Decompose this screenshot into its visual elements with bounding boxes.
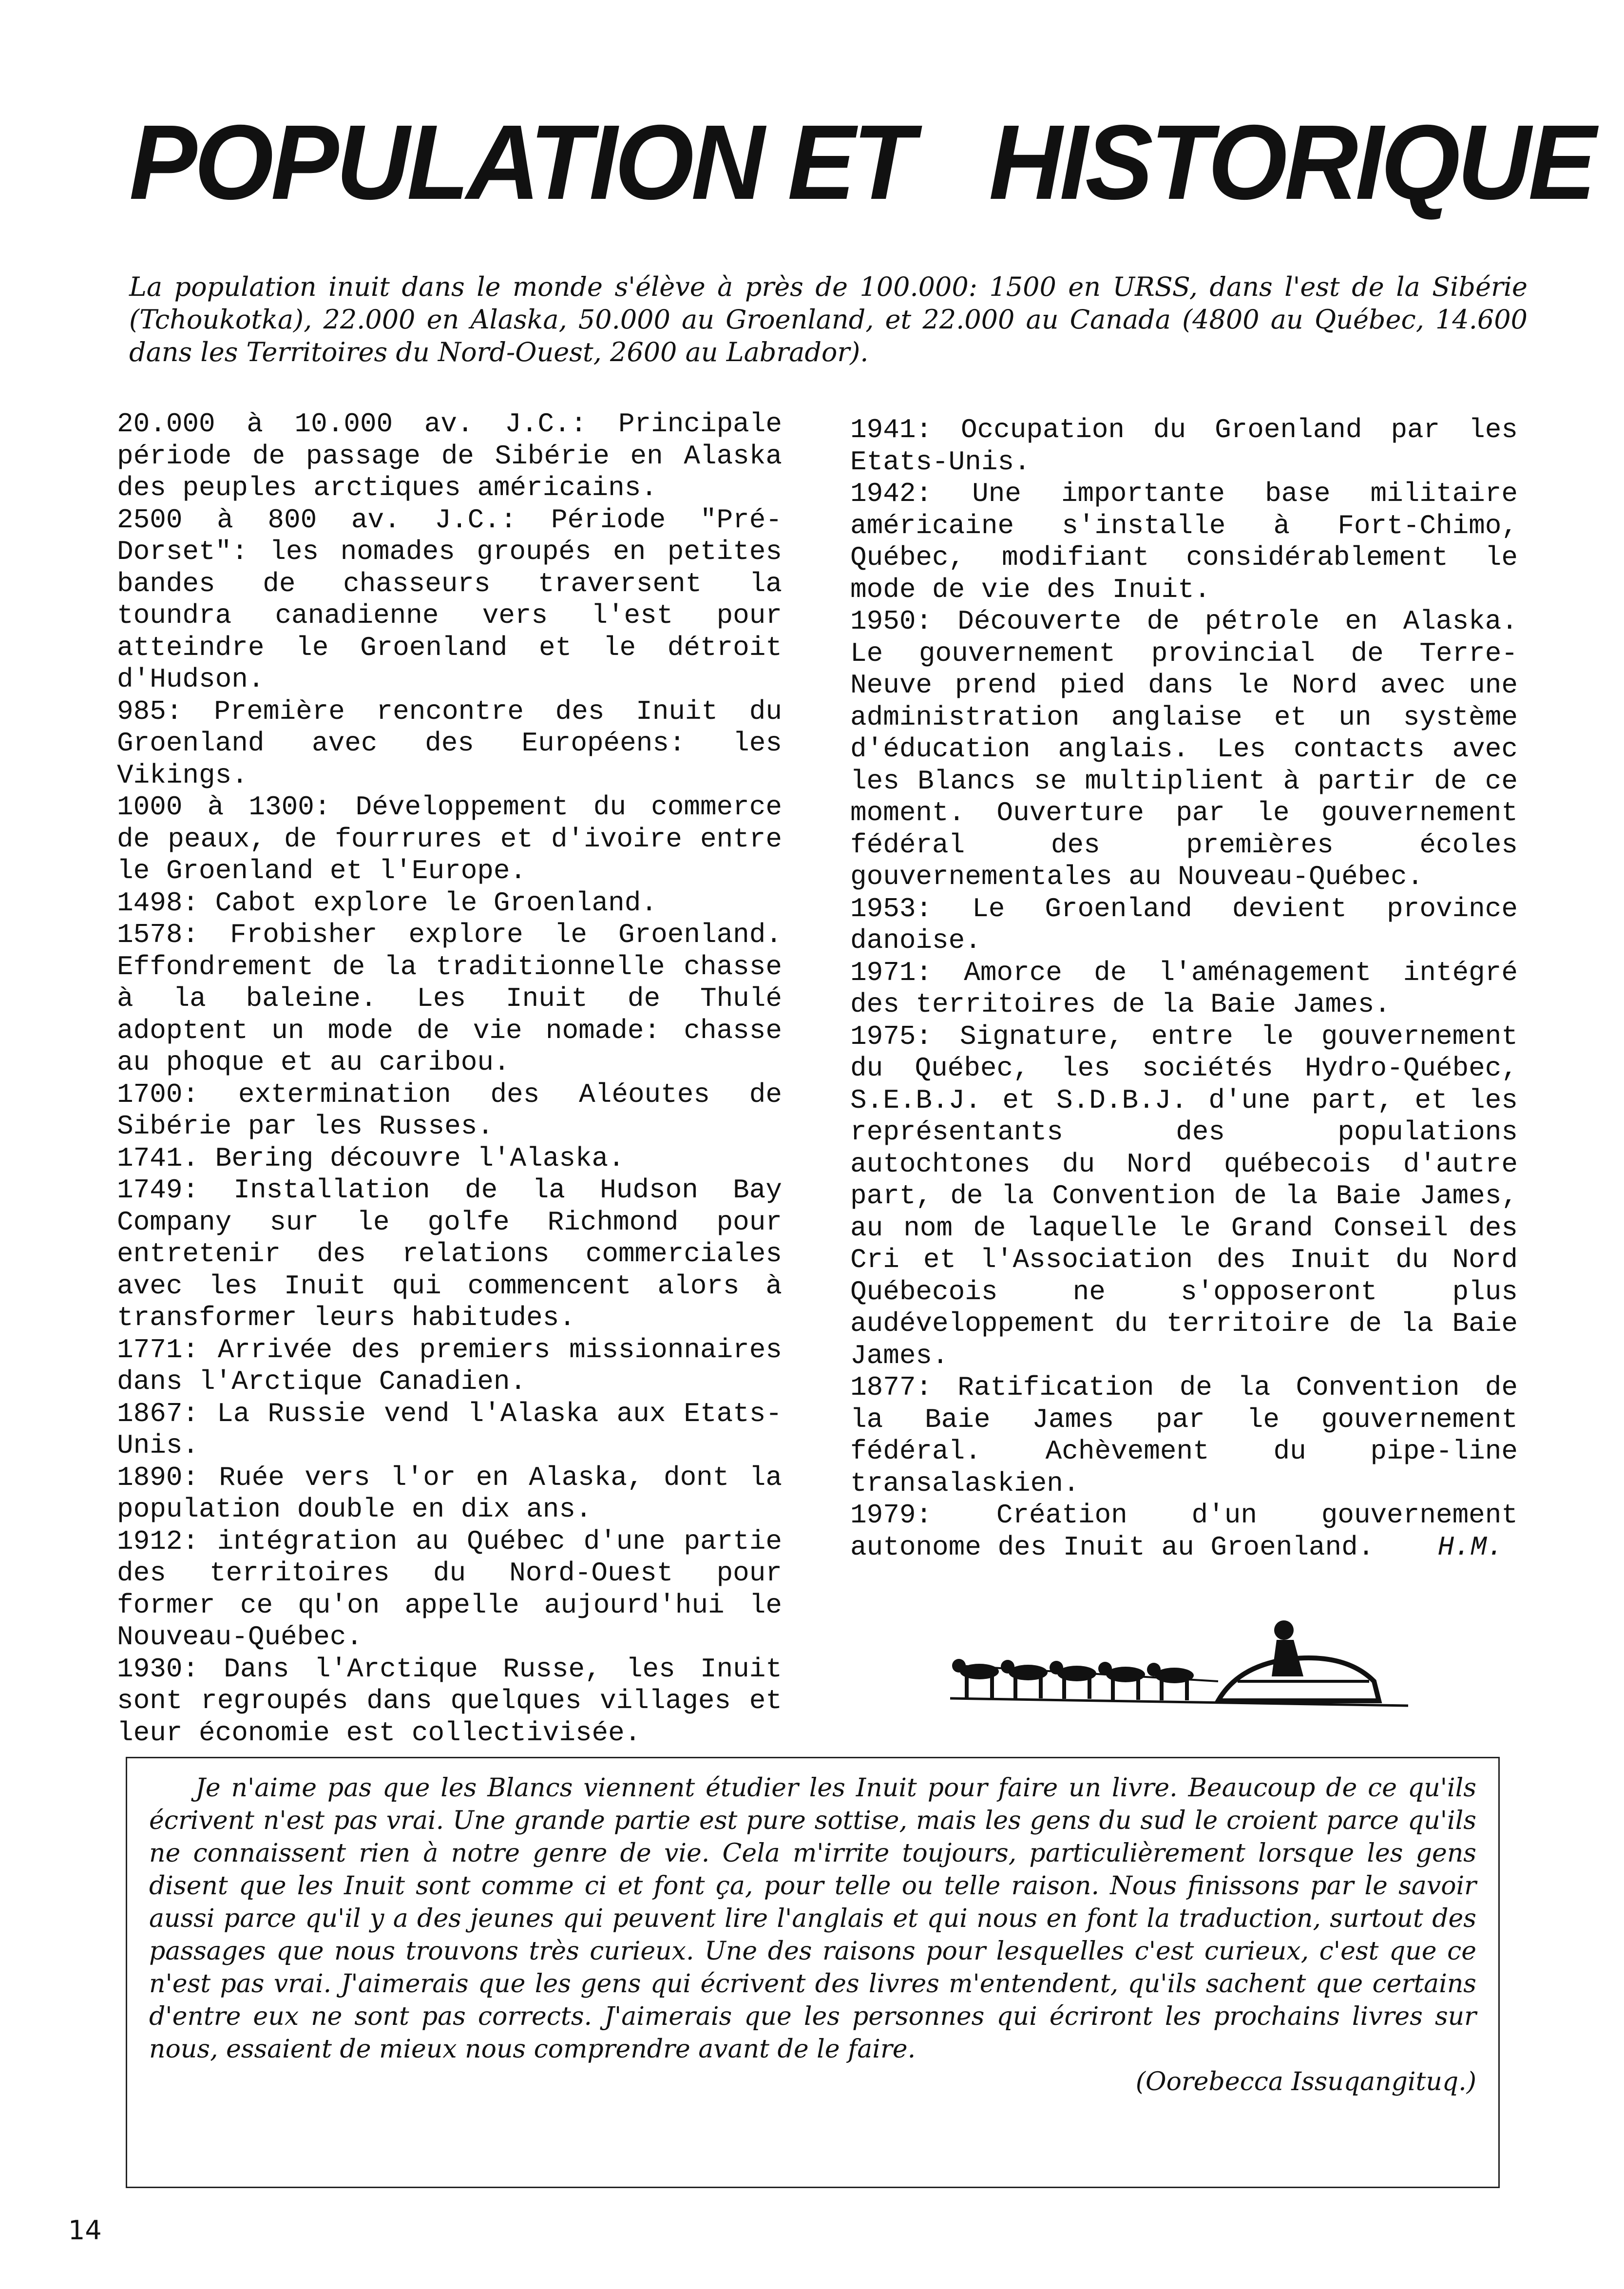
timeline-right-column <box>850 414 1518 1564</box>
timeline-entry: 1953: Le Groenland devient province danoise. <box>850 893 1518 956</box>
timeline-entry: 1941: Occupation du Groenland par les Etats-Unis. <box>850 414 1518 478</box>
timeline-entry: 1975: Signature, entre le gouvernement du Québec, les sociétés Hydro-Québec, S.E.B.J. et S.D.B.J. d'une part, et les représentants des populations autochtones du Nord québecois d'autre part, de la Convention de la Baie James, au nom de laquelle le Grand Conseil des Cri et l'Association des Inuit du Nord Québecois ne s'opposeront plus audéveloppement du territoire de la Baie James. <box>850 1020 1518 1371</box>
timeline-entry: 20.000 à 10.000 av. J.C.: Principale période de passage de Sibérie en Alaska des peuples arctiques américains. <box>117 408 782 503</box>
quote-box <box>126 1757 1500 2188</box>
timeline-entry: 1930: Dans l'Arctique Russe, les Inuit sont regroupés dans quelques villages et leur économie est collectivisée. <box>117 1653 782 1749</box>
quote-author: (Oorebecca Issuqangituq.) <box>1135 2067 1476 2097</box>
author-signature: H.M. <box>1437 1532 1503 1563</box>
timeline-entry: 1890: Ruée vers l'or en Alaska, dont la population double en dix ans. <box>117 1462 782 1525</box>
dog-sled-illustration <box>945 1608 1413 1720</box>
timeline-entry: 1877: Ratification de la Convention de la Baie James par le gouvernement fédéral. Achèvement du pipe-line transalaskien. <box>850 1372 1518 1499</box>
timeline-entry: 1942: Une importante base militaire américaine s'installe à Fort-Chimo, Québec, modifiant considérablement le mode de vie des Inuit. <box>850 478 1518 605</box>
timeline-left-column <box>117 408 782 1749</box>
timeline-entry: 1979: Création d'un gouvernement autonome des Inuit au Groenland. <box>850 1500 1518 1563</box>
timeline-entry: 1700: extermination des Aléoutes de Sibérie par les Russes. <box>117 1078 782 1142</box>
quote-text: Je n'aime pas que les Blancs viennent étudier les Inuit pour faire un livre. Beaucoup de ce qu'ils écrivent n'est pas vrai. Une grande partie est pure sottise, mais les gens du sud le croient parce qu'ils ne connaissent rien à notre genre de vie. Cela m'irrite toujours, particulièrement lorsque les gens disent que les Inuit sont comme ci et font ça, pour telle ou telle raison. Nous finissons par le savoir aussi parce qu'il y a des jeunes qui peuvent lire l'anglais et qui nous en font la traduction, surtout des passages que nous trouvons très curieux. Une des raisons pour lesquelles c'est curieux, c'est que ce n'est pas vrai. J'aimerais que les gens qui écrivent des livres m'entendent, qu'ils sachent que certains d'entre eux ne sont pas corrects. J'aimerais que les personnes qui écriront les prochains livres sur nous, essaient de mieux nous comprendre avant de le faire. <box>149 1773 1476 2064</box>
timeline-entry: 1000 à 1300: Développement du commerce de peaux, de fourrures et d'ivoire entre le Groenland et l'Europe. <box>117 791 782 886</box>
timeline-entry: 1749: Installation de la Hudson Bay Company sur le golfe Richmond pour entretenir des relations commerciales avec les Inuit qui commencent alors à transformer leurs habitudes. <box>117 1174 782 1333</box>
timeline-entry: 985: Première rencontre des Inuit du Groenland avec des Européens: les Vikings. <box>117 695 782 791</box>
intro-paragraph: La population inuit dans le monde s'élève à près de 100.000: 1500 en URSS, dans l'est de la Sibérie (Tchoukotka), 22.000 en Alaska, 50.000 au Groenland, et 22.000 au Canada (4800 au Québec, 14.600 dans les Territoires du Nord-Ouest, 2600 au Labrador). <box>129 271 1528 367</box>
timeline-entry: 1912: intégration au Québec d'une partie des territoires du Nord-Ouest pour former ce qu'on appelle aujourd'hui le Nouveau-Québec. <box>117 1525 782 1653</box>
timeline-entry: 2500 à 800 av. J.C.: Période "Pré-Dorset": les nomades groupés en petites bandes de chasseurs traversent la toundra canadienne vers l'est pour atteindre le Groenland et le détroit d'Hudson. <box>117 504 782 695</box>
timeline-entry: 1771: Arrivée des premiers missionnaires dans l'Arctique Canadien. <box>117 1334 782 1397</box>
timeline-entry: 1971: Amorce de l'aménagement intégré des territoires de la Baie James. <box>850 957 1518 1020</box>
timeline-entry: 1741. Bering découvre l'Alaska. <box>117 1142 625 1174</box>
timeline-entry: 1578: Frobisher explore le Groenland. Effondrement de la traditionnelle chasse à la baleine. Les Inuit de Thulé adoptent un mode de vie nomade: chasse au phoque et au caribou. <box>117 919 782 1078</box>
page-title: POPULATION ET HISTORIQUE <box>129 103 1594 222</box>
timeline-entry: 1950: Découverte de pétrole en Alaska. Le gouvernement provincial de Terre-Neuve prend pied dans le Nord avec une administration anglaise et un système d'éducation anglais. Les contacts avec les Blancs se multiplient à partir de ce moment. Ouverture par le gouvernement fédéral des premières écoles gouvernementales au Nouveau-Québec. <box>850 606 1518 892</box>
timeline-entry: 1498: Cabot explore le Groenland. <box>117 887 657 919</box>
page-number: 14 <box>68 2215 102 2246</box>
timeline-entry: 1867: La Russie vend l'Alaska aux Etats-Unis. <box>117 1398 782 1461</box>
